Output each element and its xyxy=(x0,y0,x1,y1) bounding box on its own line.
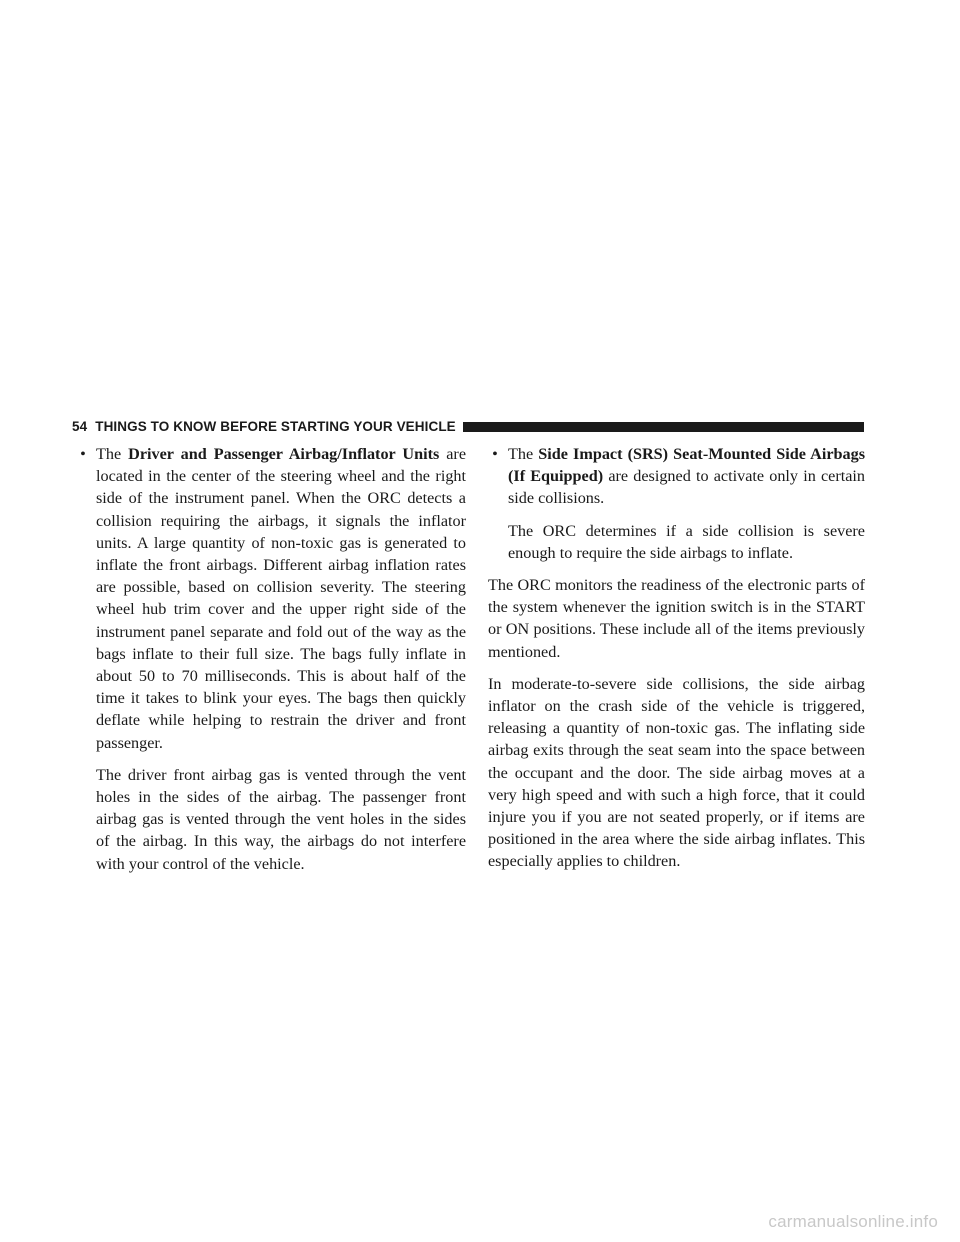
page-header xyxy=(72,415,864,437)
bullet-item-side-airbags xyxy=(488,443,865,510)
bullet-icon: • xyxy=(492,445,498,463)
right-column xyxy=(488,443,865,873)
bullet-lead-text: The xyxy=(508,445,539,463)
bullet-lead-text: The xyxy=(96,445,129,463)
orc-determines-paragraph: The ORC determines if a side collision is severe enough to require the side airbags to inflate. xyxy=(508,521,865,562)
bullet-paragraph xyxy=(508,443,865,510)
left-column xyxy=(76,443,466,875)
bullet-item-front-airbags xyxy=(76,443,466,754)
bullet-paragraph xyxy=(96,443,466,754)
orc-monitors-paragraph: The ORC monitors the readiness of the electronic parts of the system whenever the ignition switch is in the START or ON positions. These include all of the items previously mentioned. xyxy=(488,576,865,661)
bullet-body-text: are located in the center of the steering wheel and the right side of the instrument panel. When the ORC detects a collision requiring the airbags, it signals the inflator units. A large quantity of non-toxic gas is generated to inflate the front airbags. Different airbag inflation rates are possible, based on collision severity. The steering wheel hub trim cover and the upper right side of the instrument panel separate and fold out of the way as the bags inflate to their full size. The bags fully inflate in about 50 to 70 milliseconds. This is about half of the time it takes to blink your eyes. The bags then quickly deflate while helping to restrain the driver and front passenger. xyxy=(96,445,467,752)
bullet-bold-term: Driver and Passenger Airbag/Inflator Units xyxy=(128,445,440,463)
section-title: THINGS TO KNOW BEFORE STARTING YOUR VEHICLE xyxy=(95,418,456,434)
header-rule-bar xyxy=(463,422,864,432)
bullet-icon: • xyxy=(80,445,86,463)
bullet-body-text: are designed to activate only in certain side collisions. xyxy=(508,467,865,508)
side-collisions-paragraph: In moderate-to-severe side collisions, the side airbag inflator on the crash side of the vehicle is triggered, releasing a quantity of non-toxic gas. The inflating side airbag exits through the seat seam into the space between the occupant and the door. The side airbag moves at a very high speed and with such a high force, that it could injure you if you are not seated properly, or if items are positioned in the area where the side airbag inflates. This especially applies to children. xyxy=(488,674,865,871)
bullet-bold-term: Side Impact (SRS) Seat-Mounted Side Airbags (If Equipped) xyxy=(508,445,866,486)
watermark-text: carmanualsonline.info xyxy=(768,1212,938,1231)
page-number: 54 xyxy=(72,418,88,434)
vent-holes-paragraph: The driver front airbag gas is vented through the vent holes in the sides of the airbag. The passenger front airbag gas is vented through the vent holes in the sides of the airbag. In this way, the airbags do not interfere with your control of the vehicle. xyxy=(96,765,466,873)
